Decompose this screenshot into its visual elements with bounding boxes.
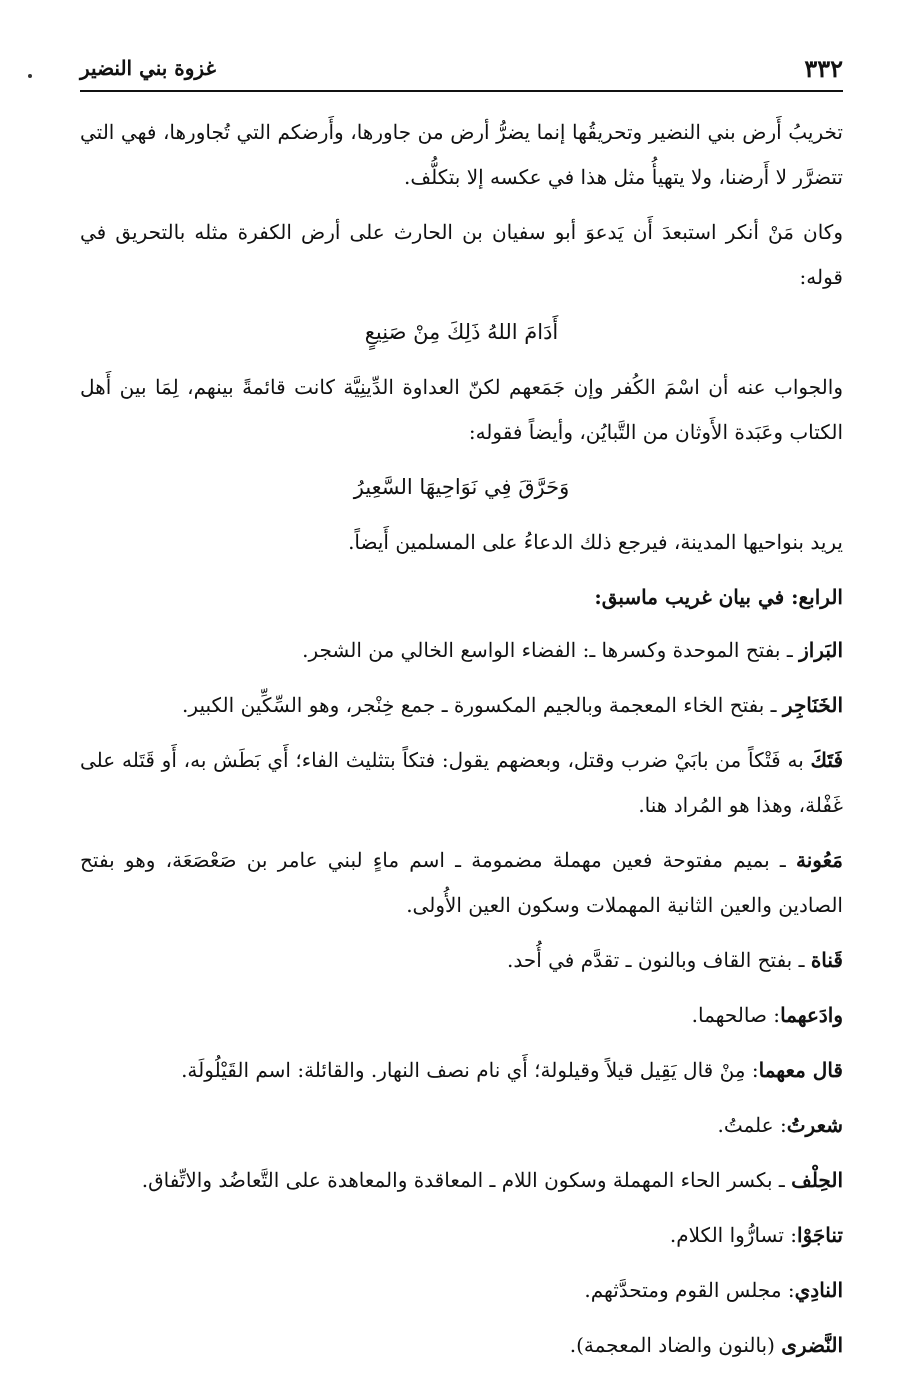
glossary-definition: ـ بفتح القاف وبالنون ـ تقدَّم في أُحد.: [506, 948, 811, 972]
page-body: [80, 110, 843, 1378]
glossary-entry: [80, 993, 843, 1038]
glossary-term: قَناة: [810, 948, 843, 972]
glossary-definition: ـ بكسر الحاء المهملة وسكون اللام ـ المعاقدة والمعاهدة على التَّعاضُد والاتِّفاق.: [141, 1168, 792, 1192]
paragraph-4: يريد بنواحيها المدينة، فيرجع ذلك الدعاءُ على المسلمين أَيضاً.: [348, 530, 843, 554]
glossary-definition: ـ بميم مفتوحة فعين مهملة مضمومة ـ اسم ماءٍ لبني عامر بن صَعْصَعَة، وهو بفتح الصادين والعين الثانية المهملات وسكون العين الأُولى.: [80, 848, 843, 917]
glossary-entry: [80, 1268, 843, 1313]
paragraph-2: وكان مَنْ أنكر استبعدَ أَن يَدعوَ أبو سفيان بن الحارث على أرض الكفرة مثله بالتحريق في قوله:: [80, 220, 843, 289]
glossary-term: مَعُونة: [796, 848, 843, 872]
glossary-definition: ـ بفتح الخاء المعجمة وبالجيم المكسورة ـ جمع خِنْجر، وهو السِّكِّين الكبير.: [182, 693, 783, 717]
glossary-term: النَّضرى: [781, 1333, 843, 1357]
glossary-entry: [80, 1048, 843, 1093]
glossary-entry: [80, 1213, 843, 1258]
glossary-term: الخَنَاجِر: [782, 693, 843, 717]
glossary-definition: ـ بفتح الموحدة وكسرها ـ: الفضاء الواسع الخالي من الشجر.: [302, 638, 800, 662]
verse-1: أَدَامَ اللهُ ذَلِكَ مِنْ صَنِيعٍ: [364, 320, 559, 344]
glossary-entry: [80, 1323, 843, 1368]
glossary-entry: [80, 938, 843, 983]
glossary-entry: [80, 1158, 843, 1203]
paragraph-1: تخريبُ أَرض بني النضير وتحريقُها إنما يضرُّ أرض من جاورها، وأَرضكم التي تُجاورها، فهي التي تتضرَّر لا أَرضنا، ولا يتهيأُ مثل هذا في عكسه إلا بتكلُّف.: [80, 120, 843, 189]
glossary-definition: : صالحهما.: [691, 1003, 781, 1027]
glossary-term: تناجَوْا: [797, 1223, 843, 1247]
glossary-entry: [80, 1103, 843, 1148]
glossary-definition: : علمتُ.: [717, 1113, 787, 1137]
glossary-definition: : مجلس القوم ومتحدَّثهم.: [584, 1278, 795, 1302]
paragraph-3: والجواب عنه أن اسْمَ الكُفر وإن جَمَعهم لكنّ العداوة الدِّينِيَّة كانت قائمةً بينهم، لِمَا بين أَهل الكتاب وعَبَدة الأَوثان من التَّبايُن، وأيضاً فقوله:: [80, 375, 843, 444]
running-title: غزوة بني النضير: [80, 56, 216, 80]
glossary-term: الحِلْف: [791, 1168, 843, 1192]
glossary-definition: (بالنون والضاد المعجمة).: [569, 1333, 782, 1357]
glossary-term: شعرتُ: [786, 1113, 843, 1137]
glossary-entry: [80, 838, 843, 928]
glossary-definition: : تسارُّوا الكلام.: [669, 1223, 798, 1247]
glossary-definition: به فَتْكاً من بابَيْ ضرب وقتل، وبعضهم يقول: فتكاً بتثليث الفاء؛ أَي بَطَش به، أَو قَتَله على غَفْلة، وهذا هو المُراد هنا.: [80, 748, 843, 817]
page-number: ٣٣٢: [804, 54, 843, 83]
page-header: [80, 52, 843, 92]
section-title: الرابع: في بيان غريب ماسبق:: [594, 585, 843, 609]
glossary-term: فَتَكَ: [810, 748, 843, 772]
glossary-term: النادِي: [794, 1278, 843, 1302]
glossary-entry: [80, 683, 843, 728]
verse-2: وَحَرَّقَ فِي نَوَاحِيهَا السَّعِيرُ: [353, 475, 570, 499]
glossary-term: البَراز: [799, 638, 843, 662]
glossary-term: وادَعهما: [780, 1003, 843, 1027]
glossary-entry: [80, 738, 843, 828]
glossary-definition: : مِنْ قال يَقِيل قيلاً وقيلولة؛ أَي نام نصف النهار. والقائلة: اسم القَيْلُولَة.: [181, 1058, 759, 1082]
stray-mark: [28, 74, 32, 78]
glossary-term: قال معهما: [758, 1058, 843, 1082]
glossary-entry: [80, 628, 843, 673]
